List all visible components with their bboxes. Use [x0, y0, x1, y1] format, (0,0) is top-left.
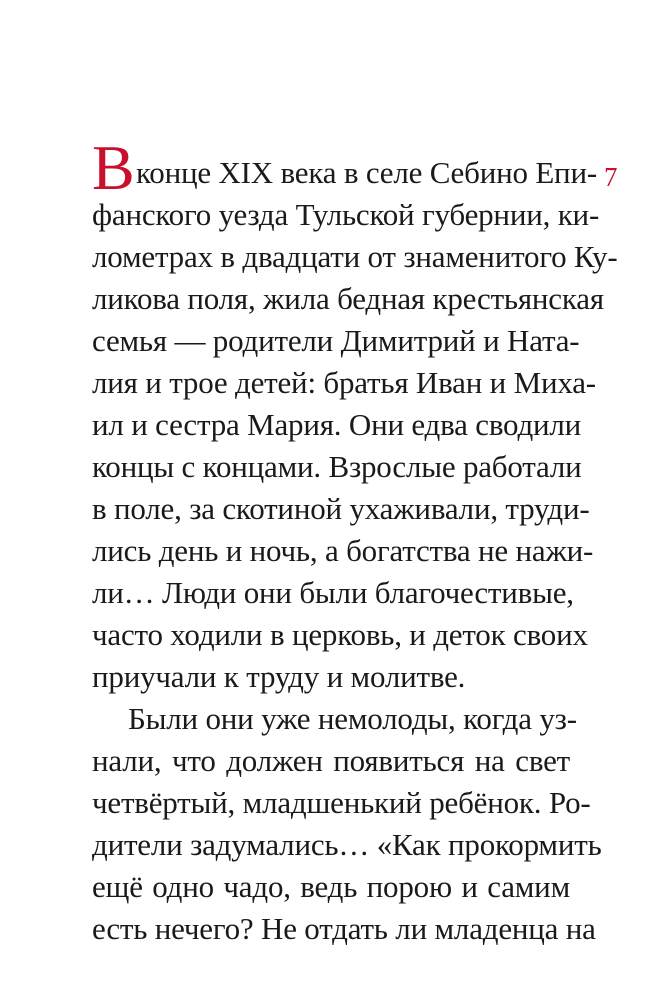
- text-line: Были они уже немолоды, когда уз-: [128, 701, 577, 736]
- text-line: лись день и ночь, а богатства не нажи-: [92, 533, 594, 568]
- text-line: приучали к труду и молитве.: [92, 659, 466, 694]
- text-line: четвёртый, младшенький ребёнок. Ро-: [92, 785, 591, 820]
- text-line: в поле, за скотиной ухаживали, труди-: [92, 491, 590, 526]
- text-line: семья — родители Димитрий и Ната-: [92, 323, 580, 358]
- text-line: часто ходили в церковь, и деток своих: [92, 617, 588, 652]
- text-line: есть нечего? Не отдать ли младенца на: [92, 911, 596, 946]
- text-line: фанского уезда Тульской губернии, ки-: [92, 197, 600, 232]
- drop-cap: В: [92, 132, 135, 203]
- text-line: ещё одно чадо, ведь порою и самим: [92, 869, 570, 904]
- text-line: ли… Люди они были благочестивые,: [92, 575, 574, 610]
- text-line: конце XIX века в селе Себино Епи-: [136, 155, 597, 190]
- text-line: ликова поля, жила бедная крестьянская: [92, 281, 604, 316]
- page-number: 7: [604, 162, 618, 192]
- text-line: лия и трое детей: братья Иван и Миха-: [92, 365, 596, 400]
- text-line: ил и сестра Мария. Они едва сводили: [92, 407, 582, 442]
- text-line: концы с концами. Взрослые работали: [92, 449, 582, 484]
- text-line: нали, что должен появиться на свет: [92, 743, 570, 778]
- text-line: лометрах в двадцати от знаменитого Ку-: [92, 239, 618, 274]
- text-line: дители задумались… «Как прокормить: [92, 827, 602, 862]
